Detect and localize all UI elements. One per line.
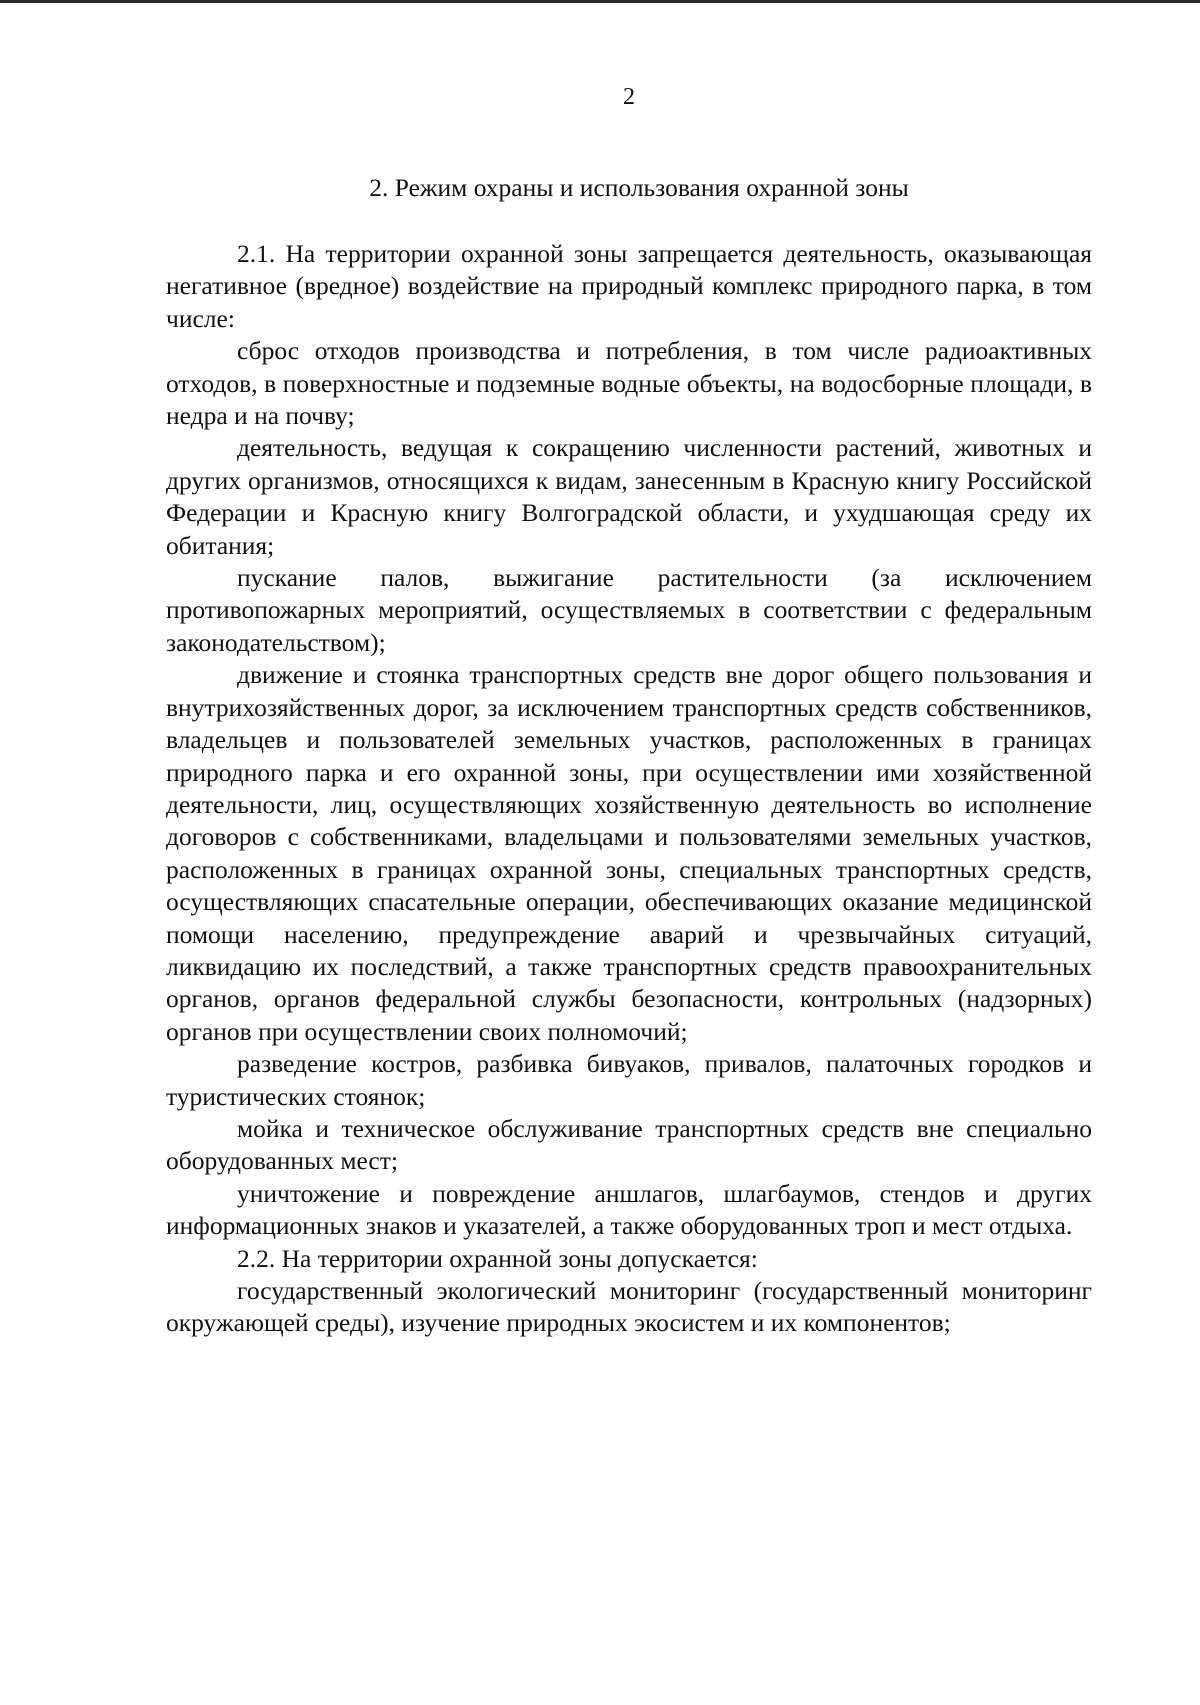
section-title: 2. Режим охраны и использования охранной зоны [369, 173, 909, 202]
list-item-species-reduction: деятельность, ведущая к сокращению численности растений, животных и других организмов, относящихся к видам, занесенным в Красную книгу Российской Федерации и Красную книгу Волгоградской области, и ухудшающая среду их обитания; [166, 433, 1092, 560]
paragraph-2-1: 2.1. На территории охранной зоны запрещается деятельность, оказывающая негативное (вредное) воздействие на природный комплекс природного парка, в том числе: [166, 239, 1092, 333]
scan-top-edge [0, 0, 1200, 3]
list-item-monitoring: государственный экологический мониторинг (государственный мониторинг окружающей среды), изучение природных экосистем и их компонентов; [166, 1276, 1092, 1338]
list-item-burning: пускание палов, выжигание растительности (за исключением противопожарных мероприятий, осуществляемых в соответствии с федеральным законодательством); [166, 563, 1092, 657]
paragraph-2-2: 2.2. На территории охранной зоны допускается: [237, 1243, 758, 1273]
page-number: 2 [623, 84, 635, 110]
list-item-vehicle-washing: мойка и техническое обслуживание транспортных средств вне специально оборудованных мест; [166, 1113, 1092, 1176]
list-item-vehicle-movement: движение и стоянка транспортных средств вне дорог общего пользования и внутрихозяйственных дорог, за исключением транспортных средств собственников, владельцев и пользователей земельных участков, расположенных в границах природного парка и его охранной зоны, при осуществлении ими хозяйственной деятельности, лиц, осуществляющих хозяйственную деятельность во исполнение договоров с собственниками, владельцами и пользователями земельных участков, расположенных в границах охранной зоны, специальных транспортных средств, осуществляющих спасательные операции, обеспечивающих оказание медицинской помощи населению, предупреждение аварий и чрезвычайных ситуаций, ликвидацию их последствий, а также транспортных средств правоохранительных органов, органов федеральной службы безопасности, контрольных (надзорных) органов при осуществлении своих полномочий; [166, 660, 1092, 1046]
list-item-waste-discharge: сброс отходов производства и потребления, в том числе радиоактивных отходов, в поверхностные и подземные водные объекты, на водосборные площади, в недра и на почву; [166, 336, 1092, 431]
body-text [166, 238, 1092, 1340]
list-item-sign-damage: уничтожение и повреждение аншлагов, шлагбаумов, стендов и других информационных знаков и указателей, а также оборудованных троп и мест отдыха. [166, 1178, 1092, 1241]
list-item-campfires: разведение костров, разбивка бивуаков, привалов, палаточных городков и туристических стоянок; [166, 1049, 1092, 1111]
